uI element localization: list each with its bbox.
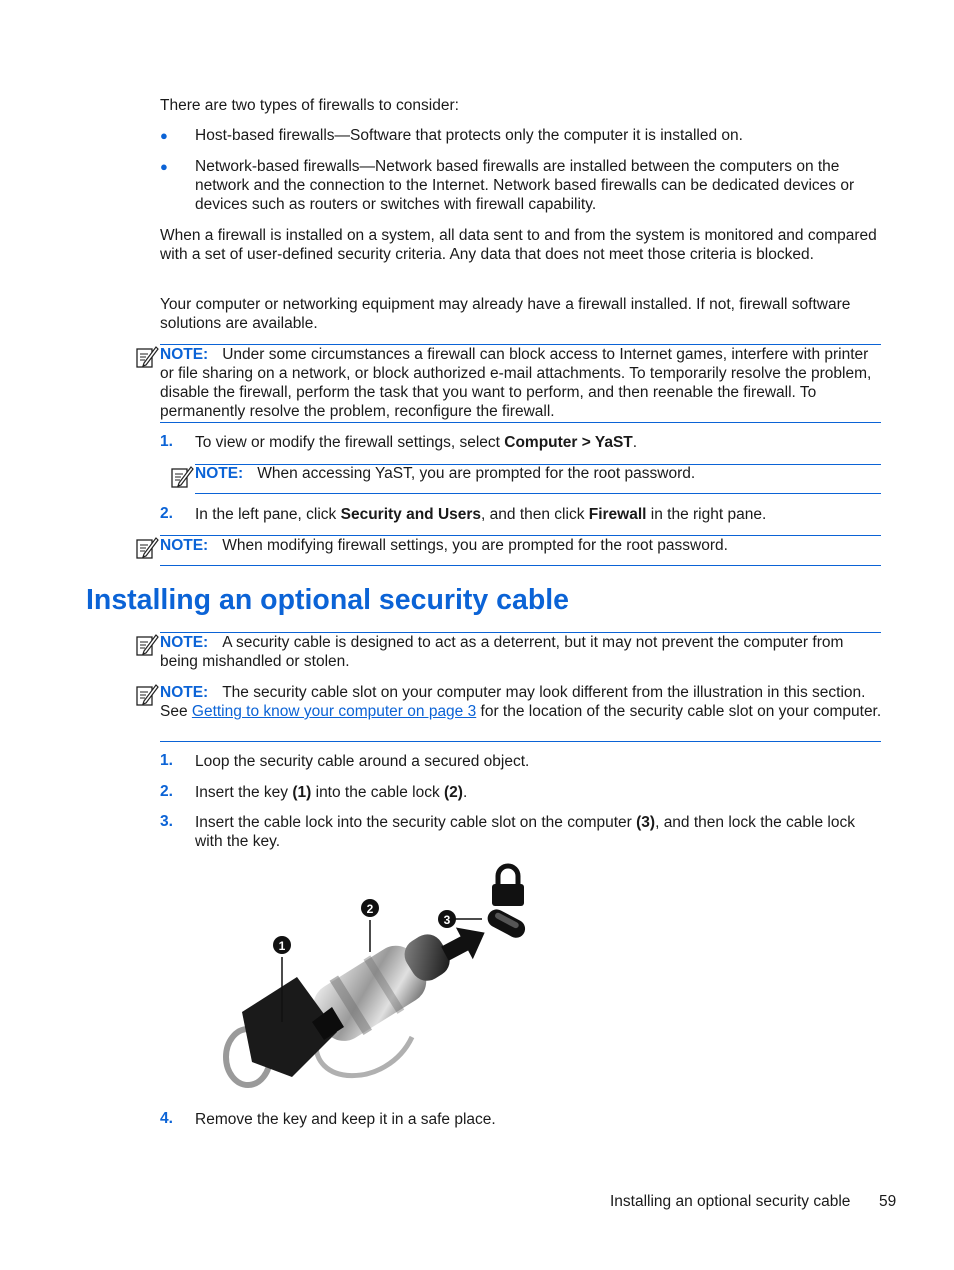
padlock-icon	[492, 866, 524, 906]
paragraph-already-installed: Your computer or networking equipment may already have a firewall installed. If not, firewall software solutions are available.	[160, 296, 851, 332]
step-number: 2.	[160, 783, 173, 800]
note-modify-root-password: NOTE: When modifying firewall settings, you are prompted for the root password.	[160, 537, 728, 554]
note-yast-root-password: NOTE: When accessing YaST, you are prompted for the root password.	[195, 465, 696, 482]
step-number: 4.	[160, 1110, 173, 1127]
callout-2: 2	[366, 902, 374, 916]
note-label: NOTE:	[160, 346, 209, 363]
security-slot-icon	[484, 906, 528, 941]
step-remove-key: Remove the key and keep it in a safe place.	[195, 1111, 496, 1128]
step-number: 1.	[160, 752, 173, 769]
note-bottom-rule	[160, 422, 881, 423]
bullet-host-based: Host-based firewalls—Software that protects only the computer it is installed on.	[195, 127, 743, 144]
note-label: NOTE:	[195, 465, 244, 482]
callout-1: 1	[278, 939, 286, 953]
step-loop-cable: Loop the security cable around a secured object.	[195, 753, 530, 770]
note-pencil-icon	[135, 536, 159, 560]
note-pencil-icon	[135, 683, 159, 707]
step-security-and-users: In the left pane, click Security and Users, and then click Firewall in the right pane.	[195, 506, 767, 523]
page-number: 59	[879, 1193, 897, 1210]
intro-text: There are two types of firewalls to consider:	[160, 97, 459, 114]
note-bottom-rule	[195, 493, 881, 494]
note-bottom-rule	[160, 565, 881, 566]
footer-section-title: Installing an optional security cable	[610, 1193, 851, 1210]
note-pencil-icon	[135, 633, 159, 657]
step-number: 1.	[160, 433, 173, 450]
bullet-icon: ●	[160, 159, 168, 174]
bullet-icon: ●	[160, 128, 168, 143]
note-pencil-icon	[135, 345, 159, 369]
note-security-cable-deterrent: NOTE: A security cable is designed to act as a deterrent, but it may not prevent the computer from being mishandled or stolen.	[160, 634, 844, 670]
note-label: NOTE:	[160, 634, 209, 651]
step-insert-key: Insert the key (1) into the cable lock (2).	[195, 784, 468, 801]
note-firewall-games: NOTE: Under some circumstances a firewall can block access to Internet games, interfere with printer or file sharing on a network, or block authorized e-mail attachments. To temporarily resolve the problem, disable the firewall, perform the task that you want to perform, and then reenable the firewall. To permanently resolve the problem, reconfigure the firewall.	[160, 346, 872, 420]
step-insert-cable-lock: Insert the cable lock into the security cable slot on the computer (3), and then lock the cable lock with the key.	[195, 814, 855, 850]
note-pencil-icon	[170, 465, 194, 489]
note-bottom-rule	[160, 741, 881, 742]
link-getting-to-know-computer[interactable]: Getting to know your computer on page 3	[191, 703, 477, 720]
note-label: NOTE:	[160, 537, 209, 554]
paragraph-firewall-installed: When a firewall is installed on a system, all data sent to and from the system is monitored and compared with a set of user-defined security criteria. Any data that does not meet those criteria is blocked.	[160, 227, 877, 263]
section-heading: Installing an optional security cable	[86, 584, 570, 616]
security-cable-illustration	[212, 862, 532, 1097]
bullet-network-based: Network-based firewalls—Network based firewalls are installed between the computers on the network and the connection to the Internet. Network based firewalls can be dedicated devices or devices such as routers or switches with firewall capability.	[195, 158, 855, 213]
callout-3: 3	[443, 913, 451, 927]
note-security-cable-slot: NOTE: The security cable slot on your computer may look different from the illustration in this section. See Getting to know your computer on page 3 for the location of the security cable slot on your computer.	[160, 684, 882, 720]
note-label: NOTE:	[160, 684, 209, 701]
step-number: 2.	[160, 505, 173, 522]
step-view-firewall-settings: To view or modify the firewall settings, select Computer > YaST.	[195, 434, 638, 451]
step-number: 3.	[160, 813, 173, 830]
